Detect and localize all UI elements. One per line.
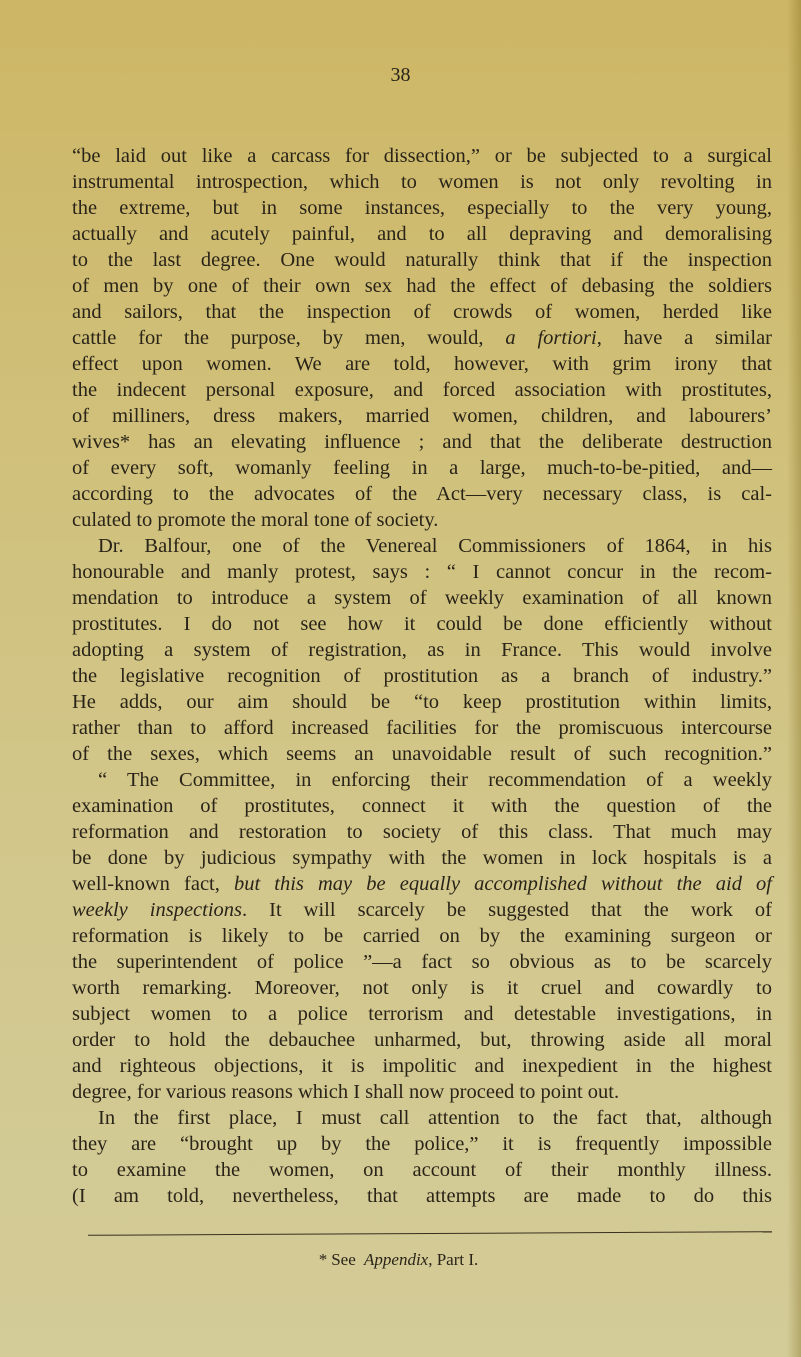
text-segment: worth remarking. Moreover, not only is it cruel and cowardly to [72, 977, 772, 999]
text-segment: . It will scarcely be suggested that the work of [242, 899, 772, 921]
text-line [72, 741, 772, 767]
text-line [72, 871, 772, 897]
text-line [72, 559, 772, 585]
text-segment: honourable and manly protest, says : “ I cannot concur in the recom- [72, 561, 772, 583]
text-segment: wives* has an elevating influence ; and that the deliberate destruction [72, 431, 772, 453]
text-line [72, 403, 772, 429]
text-segment: the superintendent of police ”—a fact so obvious as to be scarcely [72, 951, 772, 973]
text-segment: , have a similar [596, 327, 772, 349]
text-segment: instrumental introspection, which to women is not only revolting in [72, 171, 772, 193]
text-segment: of every soft, womanly feeling in a large, much-to-be-pitied, and— [72, 457, 772, 479]
text-line [72, 845, 772, 871]
text-line [72, 481, 772, 507]
text-segment: reformation is likely to be carried on by the examining surgeon or [72, 925, 772, 947]
text-line [72, 143, 772, 169]
text-line [72, 351, 772, 377]
footnote-see: See [331, 1250, 361, 1269]
text-segment: cattle for the purpose, by men, would, [72, 327, 506, 349]
text-segment: to examine the women, on account of their monthly illness. [72, 1159, 772, 1181]
text-line [72, 819, 772, 845]
text-line [72, 715, 772, 741]
text-line [72, 1131, 772, 1157]
footnote-rule [88, 1231, 772, 1236]
text-segment: the indecent personal exposure, and forced association with prostitutes, [72, 379, 772, 401]
text-line [72, 949, 772, 975]
text-segment: and righteous objections, it is impolitic and inexpedient in the highest [72, 1055, 772, 1077]
text-line [72, 377, 772, 403]
text-segment: and sailors, that the inspection of crowds of women, herded like [72, 301, 772, 323]
text-segment: subject women to a police terrorism and detestable investigations, in [72, 1003, 772, 1025]
text-line [72, 247, 772, 273]
text-segment: effect upon women. We are told, however, with grim irony that [72, 353, 772, 375]
page-edge-shadow [787, 0, 801, 1357]
italic-text: a fortiori [505, 327, 597, 349]
text-line [72, 1053, 772, 1079]
text-segment: Dr. Balfour, one of the Venereal Commissioners of 1864, in his [98, 535, 772, 557]
text-segment: the extreme, but in some instances, especially to the very young, [72, 197, 772, 219]
text-segment: of milliners, dress makers, married women, children, and labourers’ [72, 405, 772, 427]
text-line [72, 455, 772, 481]
text-segment: adopting a system of registration, as in France. This would involve [72, 639, 772, 661]
text-line [72, 1079, 772, 1105]
text-line [72, 429, 772, 455]
italic-text: weekly inspections [72, 899, 243, 921]
text-segment: culated to promote the moral tone of society. [72, 509, 439, 531]
text-segment: well-known fact, [72, 873, 234, 895]
text-segment: mendation to introduce a system of weekly examination of all known [72, 587, 772, 609]
text-segment: (I am told, nevertheless, that attempts are made to do this [72, 1185, 772, 1207]
text-segment: they are “brought up by the police,” it is frequently impossible [72, 1133, 772, 1155]
text-segment: the legislative recognition of prostitution as a branch of industry.” [72, 665, 772, 687]
text-segment: In the first place, I must call attention to the fact that, although [98, 1107, 772, 1129]
text-segment: He adds, our aim should be “to keep prostitution within limits, [72, 691, 772, 713]
text-line [72, 507, 772, 533]
text-line [72, 611, 772, 637]
text-line [72, 897, 772, 923]
text-line [72, 767, 772, 793]
text-segment: prostitutes. I do not see how it could be done efficiently without [72, 613, 772, 635]
text-segment: according to the advocates of the Act—very necessary class, is cal- [72, 483, 772, 505]
text-segment: “ The Committee, in enforcing their recommendation of a weekly [98, 769, 772, 791]
text-line [72, 273, 772, 299]
footnote-mark: * [318, 1250, 328, 1269]
text-line [72, 221, 772, 247]
footnote [0, 1250, 801, 1270]
text-line [72, 1157, 772, 1183]
text-segment: of the sexes, which seems an unavoidable result of such recognition.” [72, 743, 772, 765]
text-segment: examination of prostitutes, connect it with the question of the [72, 795, 772, 817]
text-line [72, 1001, 772, 1027]
text-line [72, 975, 772, 1001]
text-line [72, 689, 772, 715]
text-line [72, 923, 772, 949]
page-number: 38 [390, 64, 411, 86]
text-line [72, 637, 772, 663]
italic-text: but this may be equally accomplished without the aid of [233, 873, 772, 895]
text-line [72, 195, 772, 221]
text-segment: “be laid out like a carcass for dissection,” or be subjected to a surgical [72, 145, 772, 167]
text-line [72, 325, 772, 351]
text-line [72, 299, 772, 325]
footnote-ref: Appendix [364, 1250, 429, 1269]
text-segment: be done by judicious sympathy with the women in lock hospitals is a [72, 847, 772, 869]
text-segment: of men by one of their own sex had the effect of debasing the soldiers [72, 275, 772, 297]
text-segment: actually and acutely painful, and to all depraving and demoralising [72, 223, 772, 245]
text-segment: degree, for various reasons which I shall now proceed to point out. [72, 1081, 620, 1103]
text-line [72, 169, 772, 195]
body-text [72, 143, 772, 1209]
text-line [72, 533, 772, 559]
text-segment: order to hold the debauchee unharmed, but, throwing aside all moral [72, 1029, 772, 1051]
text-line [72, 1105, 772, 1131]
text-line [72, 793, 772, 819]
text-segment: reformation and restoration to society of this class. That much may [72, 821, 772, 843]
footnote-rest: , Part I. [428, 1250, 479, 1269]
text-line [72, 1183, 772, 1209]
text-line [72, 663, 772, 689]
text-line [72, 585, 772, 611]
text-line [72, 1027, 772, 1053]
text-segment: rather than to afford increased facilities for the promiscuous intercourse [72, 717, 772, 739]
text-segment: to the last degree. One would naturally think that if the inspection [72, 249, 772, 271]
